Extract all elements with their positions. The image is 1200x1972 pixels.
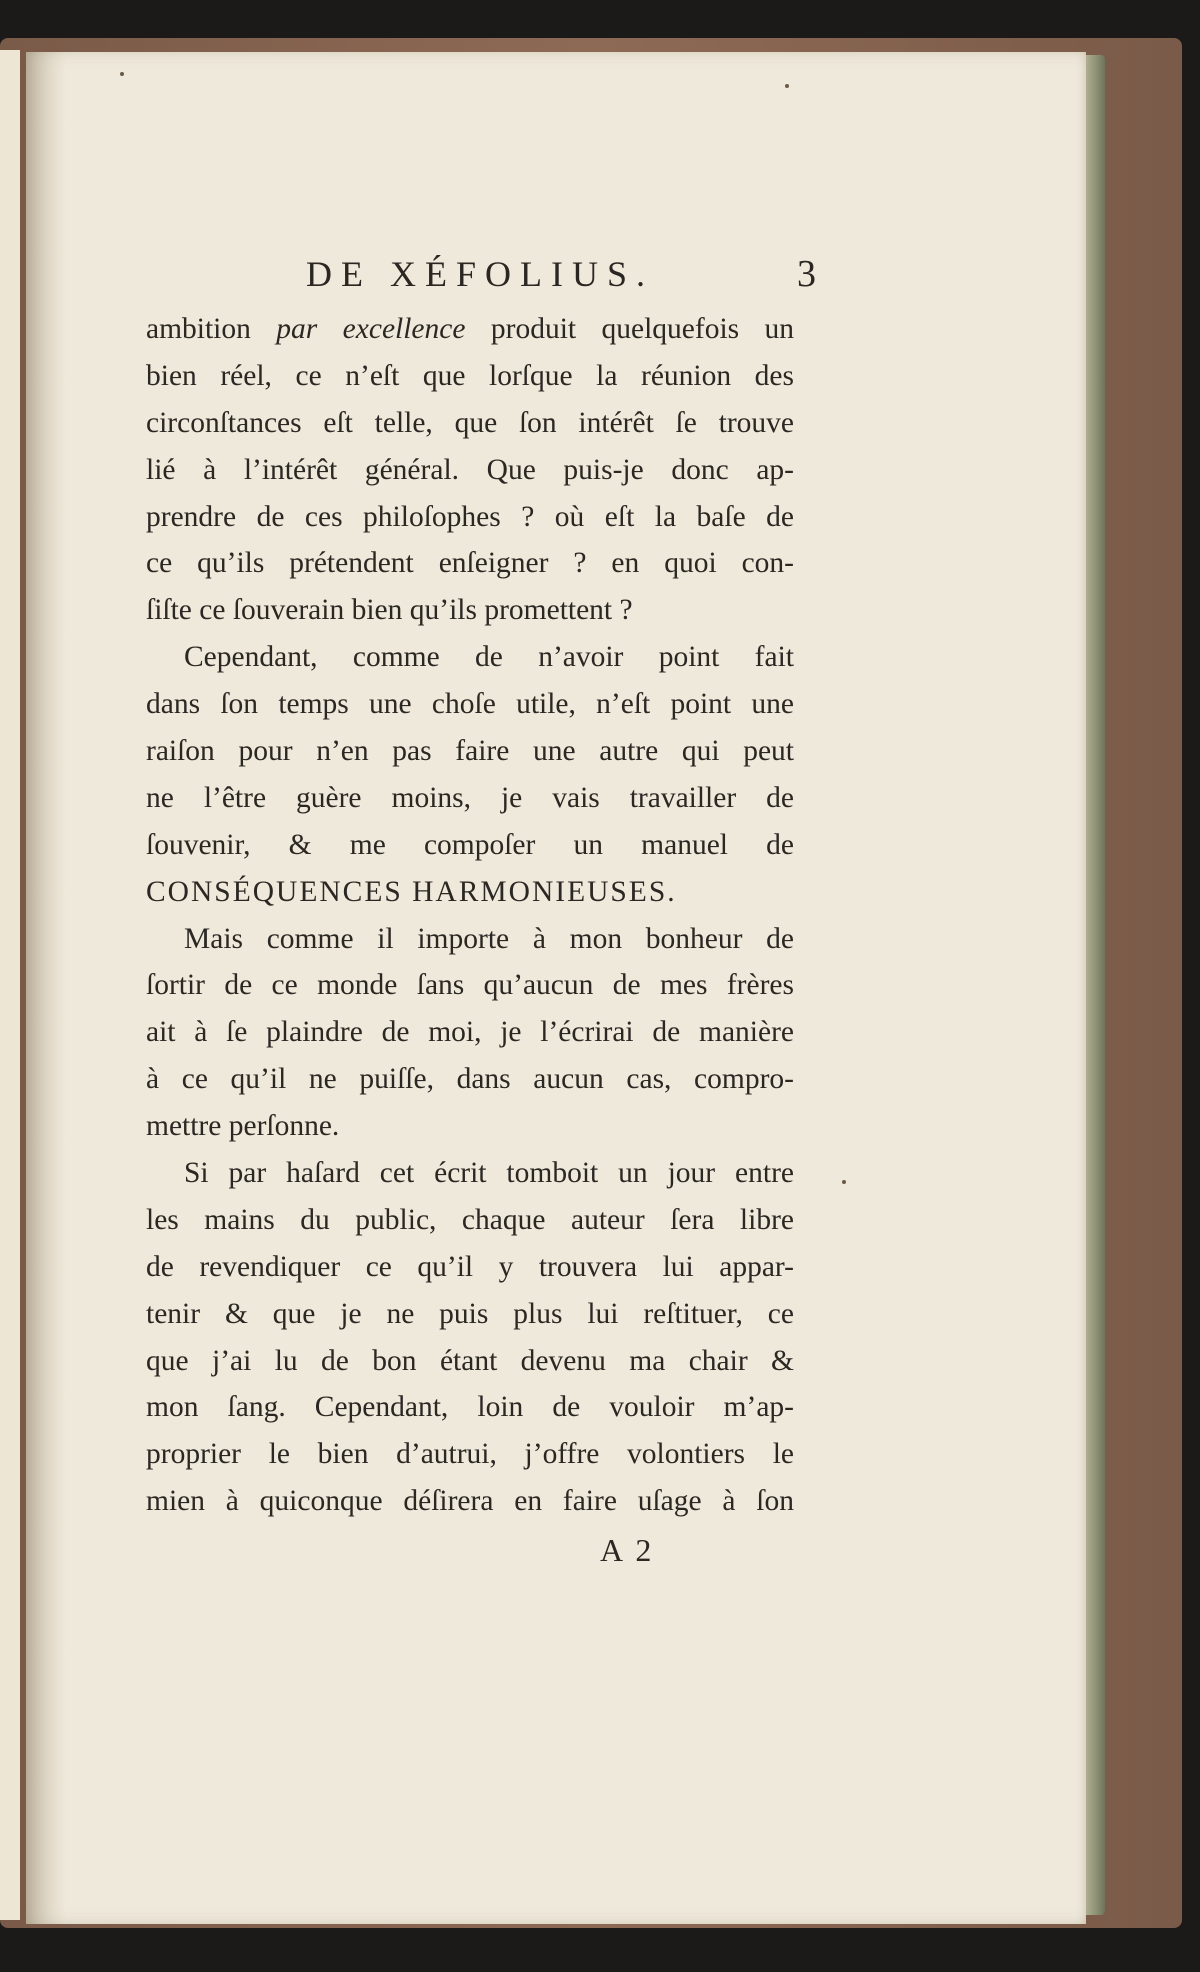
text-line: de revendiquer ce qu’il y trouvera lui appar- xyxy=(146,1250,794,1283)
text-line: ambition par excellence produit quelquefois un xyxy=(146,313,795,345)
facing-page-edge xyxy=(0,50,20,1920)
text-line: mon ſang. Cependant, loin de vouloir m’ap- xyxy=(146,1391,794,1424)
text-line: bien réel, ce n’eſt que lorſque la réunion des xyxy=(146,359,794,392)
paper-speck xyxy=(120,72,124,76)
running-head-title: DE XÉFOLIUS. xyxy=(306,254,654,294)
italic-phrase: par excellence xyxy=(276,313,466,345)
text-line: ne l’être guère moins, je vais travailler de xyxy=(146,781,794,814)
text-line: mettre perſonne. xyxy=(146,1110,340,1143)
page-block-edge xyxy=(1083,55,1105,1915)
text-line: lié à l’intérêt général. Que puis-je donc ap- xyxy=(146,453,794,486)
text-line: Si par haſard cet écrit tomboit un jour entre xyxy=(184,1157,794,1190)
text-line: ſouvenir, & me compoſer un manuel de xyxy=(146,828,794,861)
page-number: 3 xyxy=(797,253,816,295)
text-line: raiſon pour n’en pas faire une autre qui peut xyxy=(146,735,794,768)
text-line: prendre de ces philoſophes ? où eſt la baſe de xyxy=(146,500,794,533)
gutter-shadow xyxy=(26,52,66,1924)
text-line: mien à quiconque déſirera en faire uſage à ſon xyxy=(146,1485,794,1518)
text-line: circonſtances eſt telle, que ſon intérêt ſe trouve xyxy=(146,406,794,439)
text-line: les mains du public, chaque auteur ſera libre xyxy=(146,1203,794,1236)
text-line: proprier le bien d’autrui, j’offre volontiers le xyxy=(146,1438,794,1471)
signature-mark: A 2 xyxy=(600,1532,655,1568)
body-text xyxy=(146,306,794,1525)
paper-speck xyxy=(842,1180,846,1184)
text-line: tenir & que je ne puis plus lui reſtituer, ce xyxy=(146,1297,794,1330)
text-line: ſortir de ce monde ſans qu’aucun de mes frères xyxy=(146,969,794,1002)
text-line: CONSÉQUENCES HARMONIEUSES. xyxy=(146,875,677,908)
running-head xyxy=(306,252,816,300)
text-line: Cependant, comme de n’avoir point fait xyxy=(184,641,794,674)
text-line: ſiſte ce ſouverain bien qu’ils promettent ? xyxy=(146,594,633,627)
text-line: à ce qu’il ne puiſſe, dans aucun cas, compro- xyxy=(146,1063,794,1096)
text-line: dans ſon temps une choſe utile, n’eſt point une xyxy=(146,688,794,721)
text-line: que j’ai lu de bon étant devenu ma chair & xyxy=(146,1344,794,1377)
text-line: Mais comme il importe à mon bonheur de xyxy=(184,922,794,955)
text-line: ce qu’ils prétendent enſeigner ? en quoi con- xyxy=(146,547,794,580)
paper-speck xyxy=(785,84,789,88)
text-line: ait à ſe plaindre de moi, je l’écrirai de manière xyxy=(146,1016,794,1049)
